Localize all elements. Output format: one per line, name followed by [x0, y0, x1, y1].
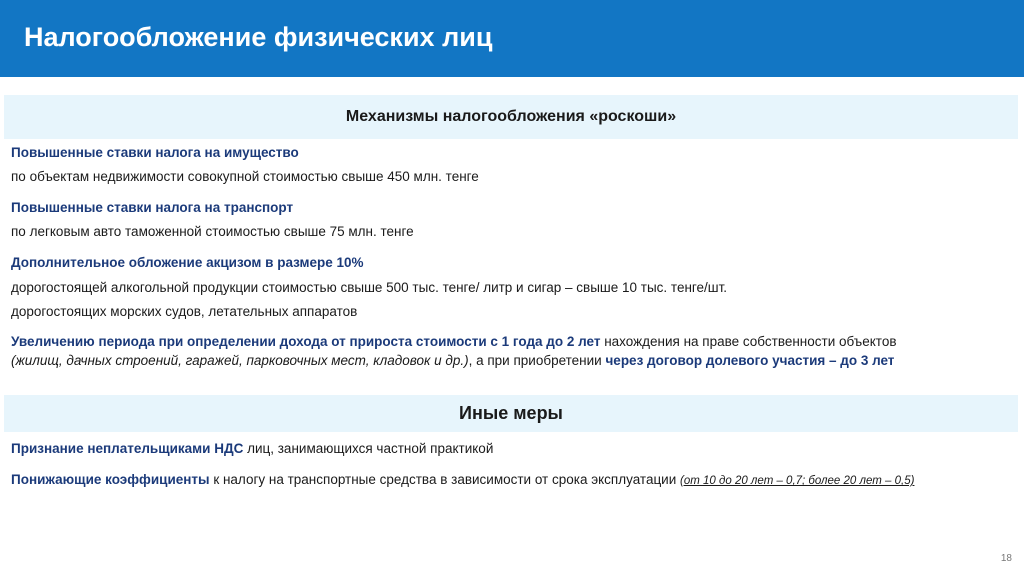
vat-line	[11, 441, 493, 456]
coef-bold: Понижающие коэффициенты	[11, 472, 210, 487]
period-line-1	[11, 334, 897, 349]
period-italic: (жилищ, дачных строений, гаражей, парковочных мест, кладовок и др.)	[11, 353, 469, 368]
property-tax-title: Повышенные ставки налога на имущество	[11, 145, 299, 160]
section-heading-other: Иные меры	[4, 395, 1018, 432]
section-heading-luxury: Механизмы налогообложения «роскоши»	[4, 95, 1018, 139]
excise-text-alcohol: дорогостоящей алкогольной продукции стоимостью свыше 500 тыс. тенге/ литр и сигар – свыше 10 тыс. тенге/шт.	[11, 280, 728, 295]
vat-text: лиц, занимающихся частной практикой	[243, 441, 494, 456]
slide-title: Налогообложение физических лиц	[24, 22, 493, 52]
period-bold: Увеличению периода при определении дохода от прироста стоимости с 1 года до 2 лет	[11, 334, 601, 349]
excise-title: Дополнительное обложение акцизом в размере 10%	[11, 255, 364, 270]
excise-text-vessels: дорогостоящих морских судов, летательных аппаратов	[11, 304, 358, 319]
period-bold2: через договор долевого участия – до 3 лет	[605, 353, 895, 368]
slide-header	[0, 0, 1024, 77]
coef-note: (от 10 до 20 лет – 0,7; более 20 лет – 0,5)	[680, 475, 915, 487]
property-tax-text: по объектам недвижимости совокупной стоимостью свыше 450 млн. тенге	[11, 169, 479, 184]
period-text: нахождения на праве собственности объектов	[600, 334, 897, 349]
transport-tax-title: Повышенные ставки налога на транспорт	[11, 200, 294, 215]
coef-text: к налогу на транспортные средства в зависимости от срока эксплуатации	[209, 472, 681, 487]
period-line-2	[11, 353, 894, 368]
transport-tax-text: по легковым авто таможенной стоимостью свыше 75 млн. тенге	[11, 224, 414, 239]
period-text2: , а при приобретении	[468, 353, 606, 368]
vat-bold: Признание неплательщиками НДС	[11, 441, 244, 456]
coef-line	[11, 472, 914, 487]
page-number: 18	[1000, 553, 1012, 564]
